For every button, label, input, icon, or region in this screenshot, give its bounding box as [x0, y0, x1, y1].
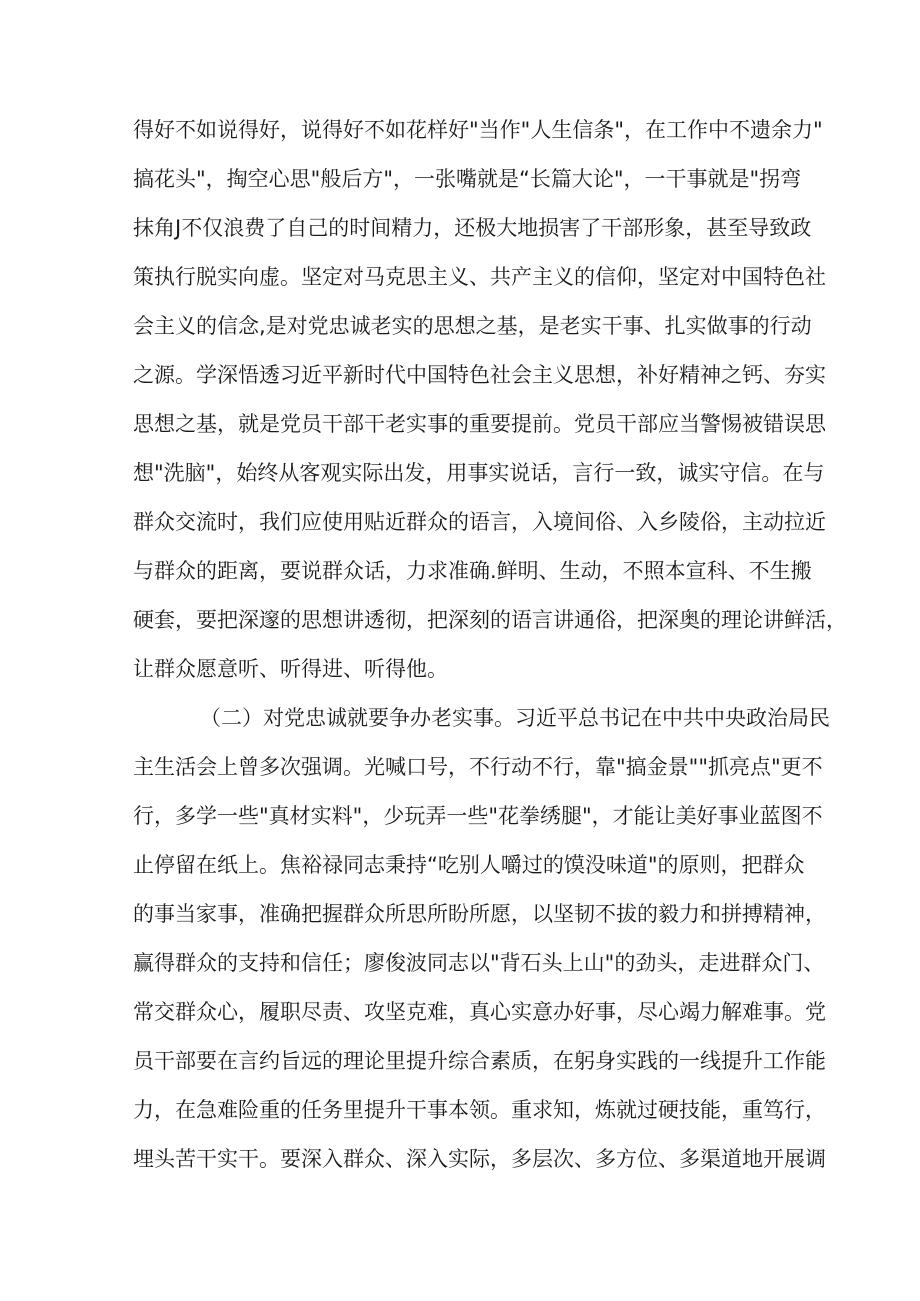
- paragraph-1-line-5: 会主义的信念,是对党忠诚老实的思想之基，是老实干事、扎实做事的行动: [133, 314, 812, 338]
- paragraph-2-line-7: 常交群众心，履职尽责、攻坚克难，真心实意办好事，尽心竭力解难事。党: [133, 1000, 826, 1024]
- paragraph-1-line-8: 想"洗脑"，始终从客观实际出发，用事实说话，言行一致，诚实守信。在与: [133, 461, 825, 485]
- paragraph-1-line-6: 之源。学深悟透习近平新时代中国特色社会主义思想，补好精神之钙、夯实: [133, 363, 826, 387]
- paragraph-2-line-10: 埋头苦干实干。要深入群众、深入实际，多层次、多方位、多渠道地开展调: [133, 1147, 826, 1171]
- paragraph-1-line-3: 抹角J不仅浪费了自己的时间精力，还极大地损害了干部形象，甚至导致政: [133, 216, 812, 240]
- paragraph-1-line-11: 硬套，要把深邃的思想讲透彻，把深刻的语言讲通俗，把深奥的理论讲鲜活，: [133, 608, 847, 632]
- paragraph-2-line-8: 员干部要在言约旨远的理论里提升综合素质，在躬身实践的一线提升工作能: [133, 1049, 826, 1073]
- paragraph-1-line-10: 与群众的距离，要说群众话，力求准确.鲜明、生动，不照本宣科、不生搬: [133, 559, 812, 583]
- paragraph-1-line-4: 策执行脱实向虚。坚定对马克思主义、共产主义的信仰，坚定对中国特色社: [133, 265, 826, 289]
- paragraph-2-line-3: 行，多学一些"真材实料"，少玩弄一些"花拳绣腿"，才能让美好事业蓝图不: [133, 804, 823, 828]
- paragraph-1-line-12: 让群众愿意听、听得进、听得他。: [133, 657, 448, 681]
- paragraph-2-line-4: 止停留在纸上。焦裕禄同志秉持“吃别人嚼过的馍没味道"的原则，把群众: [133, 853, 805, 877]
- paragraph-1-line-7: 思想之基，就是党员干部干老实事的重要提前。党员干部应当警惕被错误思: [133, 412, 826, 436]
- paragraph-1-line-1: 得好不如说得好，说得好不如花样好"当作"人生信条"，在工作中不遗余力": [133, 118, 823, 142]
- paragraph-2-line-1: （二）对党忠诚就要争办老实事。习近平总书记在中共中央政治局民: [200, 706, 830, 730]
- paragraph-1-line-9: 群众交流时，我们应使用贴近群众的语言，入境间俗、入乡陵俗，主动拉近: [133, 510, 826, 534]
- paragraph-2-line-2: 主生活会上曾多次强调。光喊口号，不行动不行，靠"搞金景""抓亮点"更不: [133, 755, 823, 779]
- paragraph-2-line-6: 赢得群众的支持和信任；廖俊波同志以"背石头上山"的劲头，走进群众门、: [133, 951, 825, 975]
- paragraph-2-line-5: 的事当家事，准确把握群众所思所盼所愿，以坚韧不拔的毅力和拼搏精神，: [133, 902, 826, 926]
- paragraph-1-line-2: 搞花头"，掏空心思"般后方"，一张嘴就是“长篇大论"，一干事就是"拐弯: [133, 167, 802, 191]
- paragraph-2-line-9: 力，在急难险重的任务里提升干事本领。重求知，炼就过硬技能，重笃行，: [133, 1098, 826, 1122]
